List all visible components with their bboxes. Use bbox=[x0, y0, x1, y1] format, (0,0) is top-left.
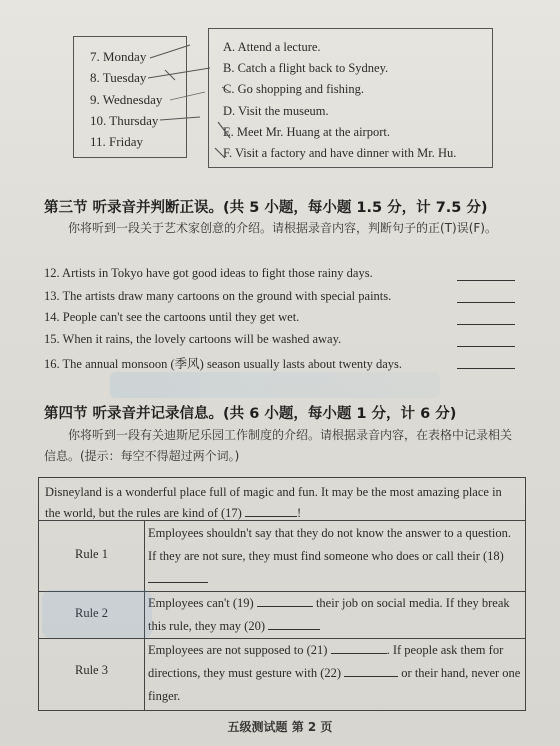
rule-3-label: Rule 3 bbox=[75, 663, 108, 677]
rule-2-content-a: Employees can't (19) bbox=[148, 596, 254, 610]
rule-3-content-a: Employees are not supposed to (21) bbox=[148, 643, 328, 657]
answer-blank-12[interactable] bbox=[457, 280, 515, 281]
answer-blank-18[interactable] bbox=[148, 570, 208, 583]
answer-blank-22[interactable] bbox=[344, 664, 398, 677]
day-item: 11. Friday bbox=[90, 134, 143, 149]
activity-item: B. Catch a flight back to Sydney. bbox=[223, 61, 389, 75]
rule-1-text bbox=[148, 522, 521, 591]
answer-blank-19[interactable] bbox=[257, 594, 313, 607]
rule-3-content-c: or their hand, never one finger. bbox=[148, 666, 521, 703]
answer-blank-17[interactable] bbox=[245, 504, 297, 517]
day-item: 7. Monday bbox=[90, 49, 147, 64]
question-14: 14. People can't see the cartoons until they get wet. bbox=[44, 310, 300, 324]
row-divider bbox=[39, 520, 525, 521]
pencil-marks bbox=[0, 0, 560, 200]
rule-2-label: Rule 2 bbox=[75, 606, 108, 620]
day-item: 9. Wednesday bbox=[90, 92, 163, 107]
rule-3-content-b: . If people ask them for directions, they must gesture with (22) bbox=[148, 643, 504, 680]
rule-3-text bbox=[148, 639, 521, 708]
rule-1-content: Employees shouldn't say that they do not know the answer to a question. If they are not sure, they must find someone who does or call their (18) bbox=[148, 526, 511, 563]
answer-blank-21[interactable] bbox=[331, 641, 387, 654]
question-12: 12. Artists in Tokyo have got good ideas to fight those rainy days. bbox=[44, 266, 373, 280]
activity-item: F. Visit a factory and have dinner with Mr. Hu. bbox=[223, 146, 457, 160]
rule-2-text bbox=[148, 592, 521, 638]
answer-blank-20[interactable] bbox=[268, 617, 320, 630]
watermark-band bbox=[42, 590, 152, 638]
day-item: 10. Thursday bbox=[90, 113, 159, 128]
watermark-band bbox=[110, 372, 440, 398]
page-footer: 五级测试题 第 2 页 bbox=[227, 720, 333, 734]
activity-item: C. Go shopping and fishing. bbox=[223, 82, 364, 96]
day-item: 8. Tuesday bbox=[90, 70, 147, 85]
table-intro bbox=[45, 482, 519, 524]
section3-instructions: 你将听到一段关于艺术家创意的介绍。请根据录音内容，判断句子的正(T)误(F)。 bbox=[68, 221, 497, 235]
section4-heading: 第四节 听录音并记录信息。(共 6 小题，每小题 1 分，计 6 分) bbox=[44, 406, 457, 422]
activity-item: A. Attend a lecture. bbox=[223, 40, 321, 54]
question-15: 15. When it rains, the lovely cartoons will be washed away. bbox=[44, 332, 342, 346]
intro-text: Disneyland is a wonderful place full of magic and fun. It may be the most amazing place in the world, but the rules are kind of (17) bbox=[45, 485, 502, 520]
section3-heading: 第三节 听录音并判断正误。(共 5 小题，每小题 1.5 分，计 7.5 分) bbox=[44, 200, 488, 216]
rule-2-content-b: their job on social media. If they break this rule, they may (20) bbox=[148, 596, 510, 633]
section4-instructions: 你将听到一段有关迪斯尼乐园工作制度的介绍。请根据录音内容，在表格中记录相关信息。(提示：每空不得超过两个词。) bbox=[44, 428, 513, 463]
rule-1-label: Rule 1 bbox=[75, 547, 108, 561]
question-16: 16. The annual monsoon (季风) season usually lasts about twenty days. bbox=[44, 357, 403, 371]
answer-blank-15[interactable] bbox=[457, 346, 515, 347]
question-13: 13. The artists draw many cartoons on the ground with special paints. bbox=[44, 289, 392, 303]
answer-blank-13[interactable] bbox=[457, 302, 515, 303]
intro-end: ! bbox=[296, 506, 302, 520]
answer-blank-16[interactable] bbox=[457, 368, 515, 369]
activity-item: D. Visit the museum. bbox=[223, 104, 329, 118]
answer-blank-14[interactable] bbox=[457, 324, 515, 325]
activity-item: E. Meet Mr. Huang at the airport. bbox=[223, 125, 390, 139]
